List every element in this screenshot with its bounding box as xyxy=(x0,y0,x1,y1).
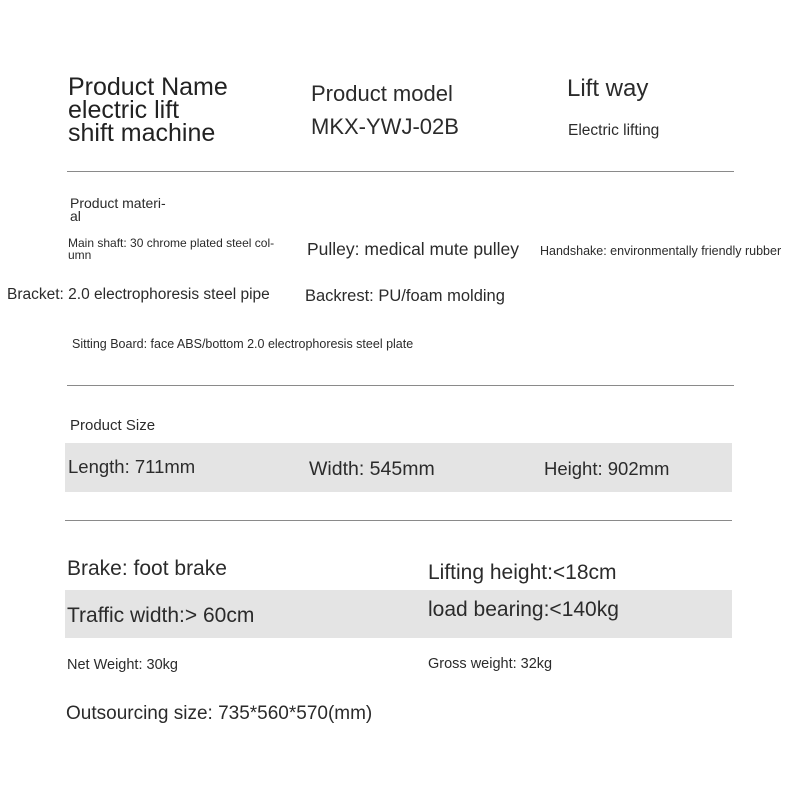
bracket-text: Bracket: 2.0 electrophoresis steel pipe xyxy=(7,286,270,303)
main-shaft-line2: umn xyxy=(68,248,92,262)
divider-2 xyxy=(67,385,734,386)
product-name-label: Product Name xyxy=(68,73,228,101)
length-text: Length: 711mm xyxy=(68,456,196,477)
main-shaft-line1: Main shaft: 30 chrome plated steel col- xyxy=(68,236,275,250)
product-name-block xyxy=(68,73,228,147)
product-model-value: MKX-YWJ-02B xyxy=(311,114,459,139)
product-model-label: Product model xyxy=(311,81,453,106)
lift-way-label: Lift way xyxy=(567,75,649,102)
width-text: Width: 545mm xyxy=(309,458,435,480)
lifting-height-text: Lifting height:<18cm xyxy=(428,561,617,584)
backrest-text: Backrest: PU/foam molding xyxy=(305,287,505,305)
divider-3 xyxy=(65,520,732,521)
lift-way-value: Electric lifting xyxy=(568,122,660,139)
sitting-board-text: Sitting Board: face ABS/bottom 2.0 electrophoresis steel plate xyxy=(72,337,414,351)
gross-weight-text: Gross weight: 32kg xyxy=(428,656,553,672)
material-heading xyxy=(70,197,166,223)
main-shaft-text xyxy=(68,237,274,261)
material-heading-line1: Product materi- xyxy=(70,195,166,211)
traffic-width-text: Traffic width:> 60cm xyxy=(67,604,255,627)
height-text: Height: 902mm xyxy=(544,458,670,479)
divider-1 xyxy=(67,171,734,172)
product-name-line2: shift machine xyxy=(68,119,216,147)
brake-text: Brake: foot brake xyxy=(67,557,227,580)
outsourcing-size-text: Outsourcing size: 735*560*570(mm) xyxy=(66,703,373,724)
pulley-text: Pulley: medical mute pulley xyxy=(307,239,520,259)
product-name-line1: electric lift xyxy=(68,96,180,124)
size-heading: Product Size xyxy=(70,417,156,434)
load-bearing-text: load bearing:<140kg xyxy=(428,598,619,621)
net-weight-text: Net Weight: 30kg xyxy=(67,657,178,673)
material-heading-line2: al xyxy=(70,208,81,224)
handshake-text: Handshake: environmentally friendly rubber xyxy=(540,244,782,258)
